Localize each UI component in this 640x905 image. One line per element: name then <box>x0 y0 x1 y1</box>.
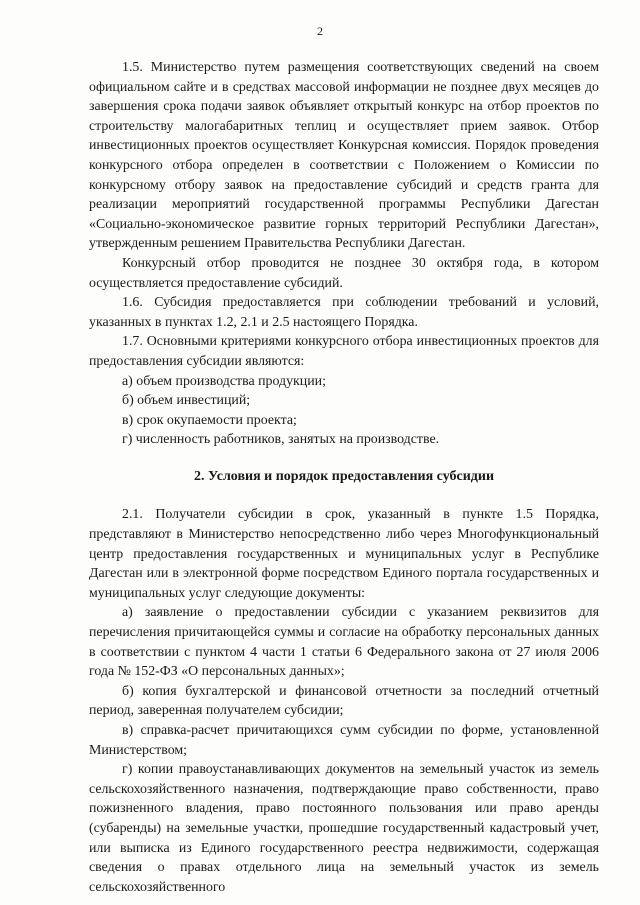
document-item-a: а) заявление о предоставлении субсидии с указанием реквизитов для перечисления причитающейся суммы и согласие на обработку персональных данных в соответствии с пунктом 4 части 1 статьи 6 Федерального закона от 27 июля 2006 года № 152-ФЗ «О персональных данных»; <box>89 605 599 680</box>
criteria-item-c: в) срок окупаемости проекта; <box>122 412 297 428</box>
paragraph-deadline: Конкурсный отбор проводится не позднее 30 октября года, в котором осуществляется предоставление субсидий. <box>89 255 599 291</box>
criteria-item-a: а) объем производства продукции; <box>122 373 326 389</box>
paragraph-2-1: 2.1. Получатели субсидии в срок, указанный в пункте 1.5 Порядка, представляют в Министерство непосредственно либо через Многофункциональный центр предоставления государственных и муниципальных услуг в Республике Дагестан или в электронной форме посредством Единого портала государственных и муниципальных услуг следующие документы: <box>89 507 599 601</box>
section-2-heading: 2. Условия и порядок предоставления субсидии <box>193 468 495 484</box>
criteria-item-d: г) численность работников, занятых на производстве. <box>122 432 440 448</box>
document-body <box>89 58 599 897</box>
document-item-b: б) копия бухгалтерской и финансовой отчетности за последний отчетный период, заверенная получателем субсидии; <box>89 683 599 719</box>
paragraph-1-7: 1.7. Основными критериями конкурсного отбора инвестиционных проектов для предоставления субсидии являются: <box>89 334 599 369</box>
document-item-c: в) справка-расчет причитающихся сумм субсидии по форме, установленной Министерством; <box>89 723 599 758</box>
paragraph-1-6: 1.6. Субсидия предоставляется при соблюдении требований и условий, указанных в пунктах 1.2, 2.1 и 2.5 настоящего Порядка. <box>89 295 599 330</box>
criteria-item-b: б) объем инвестиций; <box>122 393 251 409</box>
paragraph-1-5: 1.5. Министерство путем размещения соответствующих сведений на своем официальном сайте и в средствах массовой информации не позднее двух месяцев до завершения срока подачи заявок объявляет открытый конкурс на отбор проектов по строительству малогабаритных теплиц и осуществляет прием заявок. Отбор инвестиционных проектов осуществляет Конкурсная комиссия. Порядок проведения конкурсного отбора определен в соответствии с Положением о Комиссии по конкурсному отбору заявок на предоставление субсидий и средств гранта для реализации мероприятий государственной программы Республики Дагестан «Социально-экономическое развитие горных территорий Республики Дагестан», утвержденным решением Правительства Республики Дагестан. <box>89 60 599 252</box>
page-number: 2 <box>317 24 323 38</box>
document-item-d: г) копии правоустанавливающих документов на земельный участок из земель сельскохозяйственного назначения, подтверждающие право собственности, право пожизненного владения, право постоянного пользования или право аренды (субаренды) на земельные участки, прошедшие государственный кадастровый учет, или выписка из Единого государственного реестра недвижимости, содержащая сведения о правах отдельного лица на земельный участок из земель сельскохозяйственного <box>89 762 599 895</box>
